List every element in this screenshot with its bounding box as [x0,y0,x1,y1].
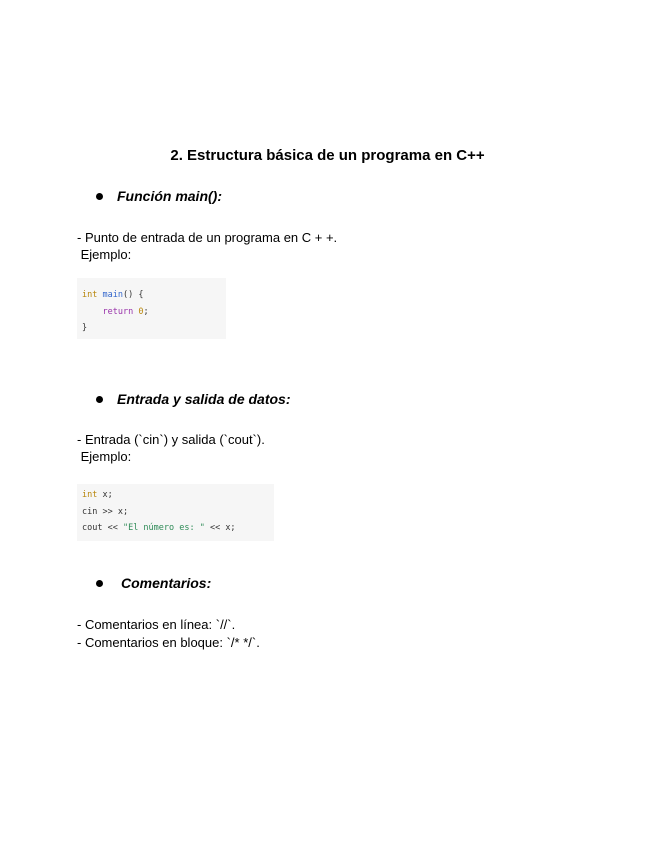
section-main-heading [96,188,222,204]
section-comments-heading [96,575,211,591]
paragraph-line: - Comentarios en línea: `//`. [77,617,236,632]
bullet-icon [96,580,103,587]
section-io-heading [96,391,291,407]
code-token: int [82,490,98,500]
code-line: } [82,323,88,333]
code-line: int x; [82,490,113,500]
bullet-icon [96,396,103,403]
code-token: "El número es: " [122,523,205,533]
code-block-main [77,278,226,339]
code-line: int main() { [82,290,144,300]
code-token: main [102,290,123,300]
code-token: return [102,306,134,317]
paragraph-line: - Entrada (`cin`) y salida (`cout`). [77,432,265,447]
paragraph-line: Ejemplo: [77,449,132,464]
code-line: cin >> x; [82,506,129,517]
page-title: 2. Estructura básica de un programa en C++ [170,147,485,164]
section-title: Función main(): [117,188,222,204]
code-line: cout << "El número es: " << x; [82,523,236,533]
code-line: return 0; [102,306,149,317]
section-title: Entrada y salida de datos: [117,391,291,407]
code-token: int [82,290,98,300]
code-token: 0 [138,306,144,317]
paragraph-line: Ejemplo: [77,247,132,262]
code-block-io [77,484,274,541]
paragraph-line: - Punto de entrada de un programa en C + +. [77,230,338,245]
paragraph-line: - Comentarios en bloque: `/* */`. [77,635,260,650]
section-title: Comentarios: [121,575,212,591]
bullet-icon [96,193,103,200]
